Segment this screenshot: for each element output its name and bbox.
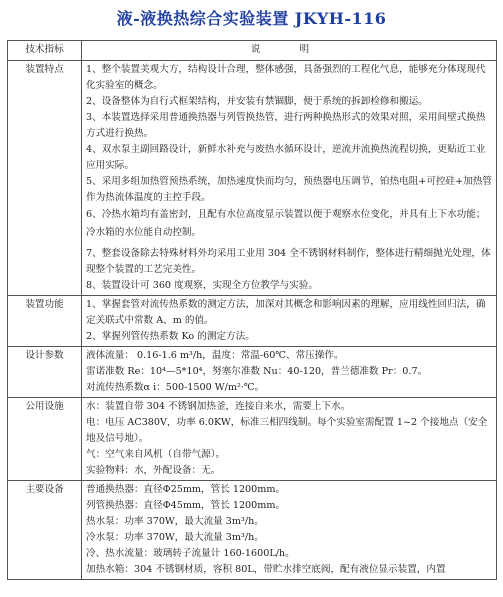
content-line: 3、本装置选择采用普通换热器与列管换热管，进行两种换热形式的效果对照，采用间壁式换热方式进行换热。 [86,112,486,139]
table-row [8,61,497,296]
content-line: 加热水箱：304 不锈钢材质，容积 80L，带贮水排空底阀，配有液位显示装置，内置 [86,564,446,575]
table-row [8,481,497,580]
content-line: 雷诺准数 Re：10⁴—5*10⁴，努塞尔准数 Nu：40-120，普兰德准数 Pr：0.7。 [86,366,428,377]
content-line: 4、双水泵主副回路设计，新鲜水补充与废热水循环设计，逆流并流换热流程切换，更贴近工业应用实际。 [86,144,486,171]
row-content [82,296,497,347]
content-line: 普通换热器：直径Φ25mm，管长 1200mm。 [86,484,286,495]
spec-table [7,40,497,580]
row-content [82,398,497,481]
content-line: 对流传热系数α i：500-1500 W/m²·℃。 [86,382,265,393]
content-line: 热水泵：功率 370W，最大流量 3m³/h。 [86,516,264,527]
content-line: 2、设备整体为自行式框架结构，并安装有禁锢脚，便于系统的拆卸检修和搬运。 [86,96,428,107]
content-line: 1、掌握套管对流传热系数的测定方法，加深对其概念和影响因素的理解，应用线性回归法，确定关联式中常数 A、m 的值。 [86,299,486,326]
content-line: 电：电压 AC380V，功率 6.0KW，标准三相四线制。每个实验室需配置 1~2 个接地点（安全地及信号地）。 [86,417,488,444]
content-line: 8、装置设计可 360 度观察，实现全方位教学与实验。 [86,280,318,291]
table-row [8,398,497,481]
document-title: 液-液换热综合实验装置 JKYH-116 [116,9,387,28]
row-content [82,61,497,296]
header-description: 说 明 [82,41,497,61]
row-label: 装置特点 [8,61,82,296]
header-tech-spec: 技术指标 [8,41,82,61]
content-line: 冷、热水流量：玻璃转子流量计 160-1600L/h。 [86,548,295,559]
table-row [8,347,497,398]
row-content [82,347,497,398]
row-label: 主要设备 [8,481,82,580]
row-label: 装置功能 [8,296,82,347]
content-line: 水：装置自带 304 不锈钢加热釜，连接自来水，需要上下水。 [86,401,351,412]
content-line: 冷水泵：功率 370W，最大流量 3m³/h。 [86,532,264,543]
content-line: 5、采用多组加热管预热系统，加热速度快而均匀，预热器电压调节，铂热电阻+可控硅+加热管作为热流体温度的主控手段。 [86,176,492,203]
content-line: 液体流量： 0.16-1.6 m³/h，温度：常温-60℃、常压操作。 [86,350,344,361]
content-line: 实验物料：水，外配设备：无。 [86,465,221,476]
content-line: 气：空气来自风机（自带气源）。 [86,449,226,460]
table-row [8,296,497,347]
content-line: 列管换热器：直径Φ45mm，管长 1200mm。 [86,500,286,511]
content-line: 2、掌握列管传热系数 Ko 的测定方法。 [86,331,255,342]
row-label: 公用设施 [8,398,82,481]
content-line: 7、整套设备除去特殊材料外均采用工业用 304 全不锈钢材料制作，整体进行精细抛光处理，体现整个装置的工艺完美性。 [86,248,491,275]
row-content [82,481,497,580]
table-header-row [8,41,497,61]
content-line: 1、整个装置美观大方，结构设计合理，整体感强，具备强烈的工程化气息，能够充分体现现代化实验室的概念。 [86,64,486,91]
row-label: 设计参数 [8,347,82,398]
content-line: 6、冷热水箱均有盖密封，且配有水位高度显示装置以便于观察水位变化，并具有上下水功能；冷水箱的水位能自动控制。 [86,209,486,238]
